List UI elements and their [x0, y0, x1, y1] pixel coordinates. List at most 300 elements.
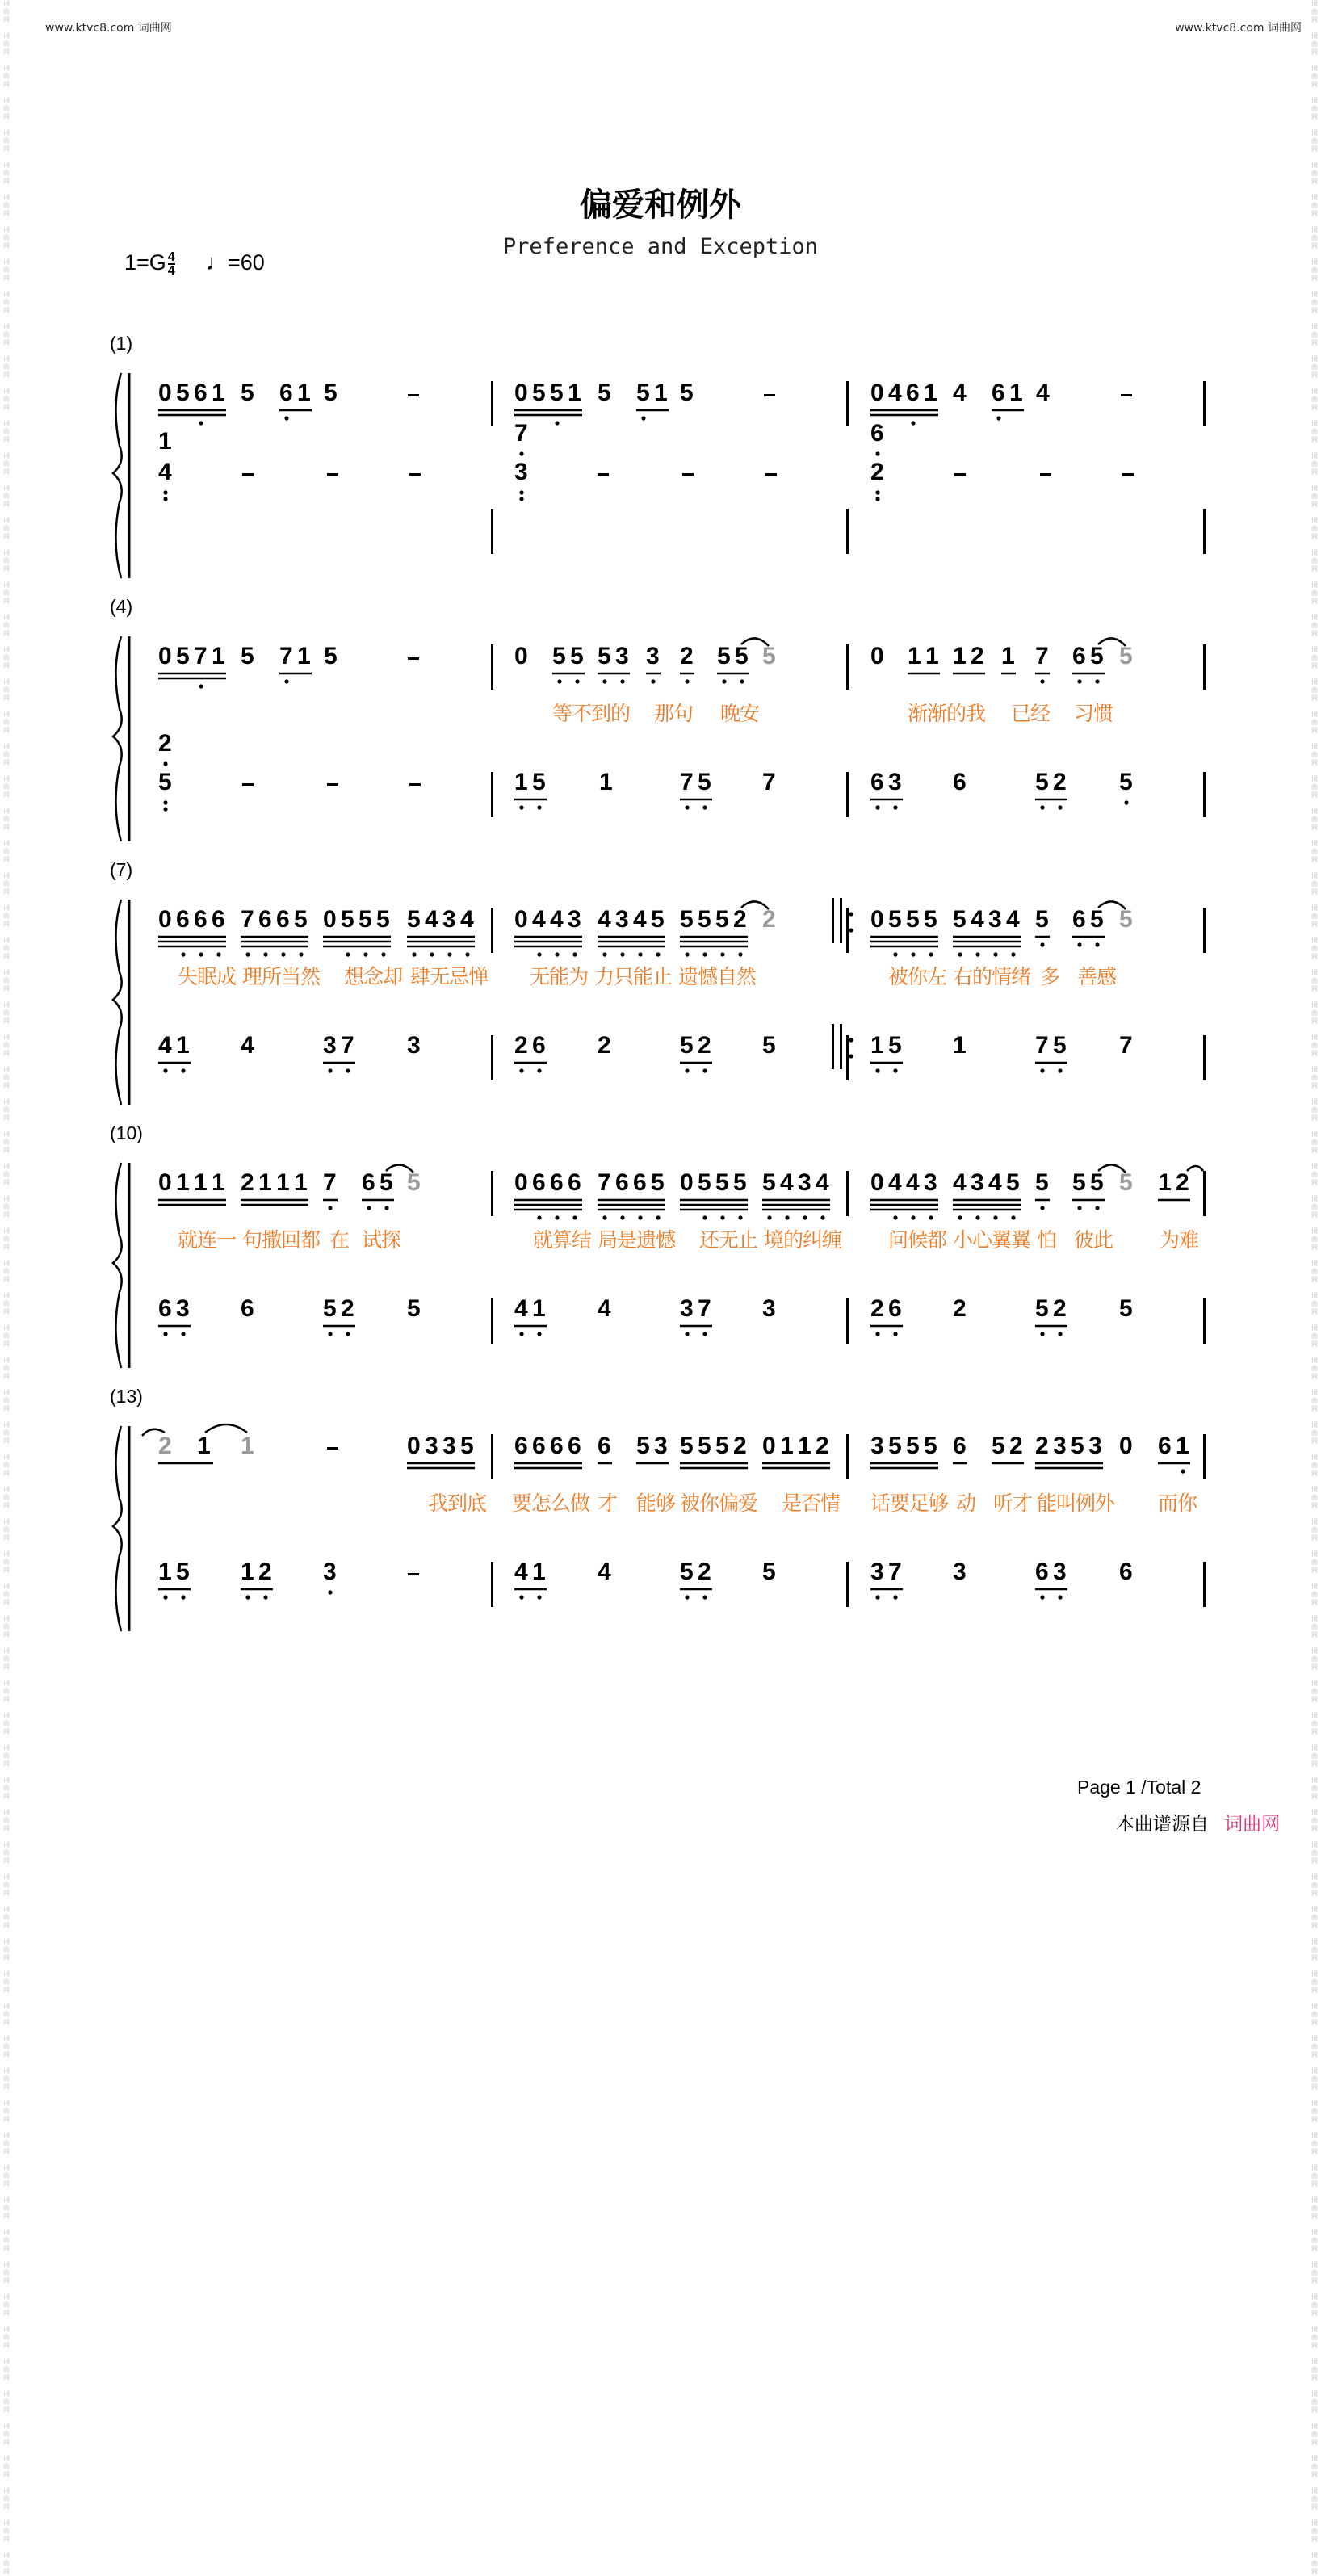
note: 5: [762, 1559, 776, 1585]
note: 6: [633, 1169, 647, 1196]
note: 5: [992, 1433, 1005, 1459]
octave-dot: [1095, 1206, 1099, 1210]
octave-dot: [1040, 1206, 1044, 1210]
measure-number-13: (13): [110, 1386, 143, 1407]
note: 4: [532, 906, 546, 933]
octave-dot: [1095, 942, 1099, 946]
note: 5: [698, 1169, 711, 1196]
lyric: 而你: [1158, 1491, 1197, 1515]
octave-dot: [911, 1215, 915, 1219]
note: 6: [279, 380, 293, 406]
lyric: 肆无忌惮: [410, 965, 489, 988]
note: 5: [407, 906, 421, 933]
key-label: 1=G: [124, 250, 166, 275]
note: 5: [1119, 1295, 1133, 1322]
note: 4: [971, 906, 984, 933]
note: 3: [988, 906, 1002, 933]
note: 5: [1119, 643, 1133, 669]
note: 2: [514, 1032, 528, 1059]
note: 3: [568, 906, 581, 933]
note: 7: [341, 1032, 354, 1059]
octave-dot: [1058, 1332, 1062, 1336]
octave-dot: [738, 1215, 742, 1219]
note: 4: [633, 906, 647, 933]
note: 5: [1053, 1032, 1067, 1059]
note: 5: [953, 906, 967, 933]
note: 5: [651, 1169, 665, 1196]
measure-number-10: (10): [110, 1122, 143, 1143]
octave-dot: [1040, 1595, 1044, 1599]
octave-dot: [163, 761, 167, 766]
note: 1: [514, 769, 528, 795]
tie: [1098, 1164, 1126, 1173]
octave-dot: [575, 679, 579, 683]
octave-dot: [602, 679, 606, 683]
note: 6: [888, 1295, 902, 1322]
note: 5: [651, 906, 665, 933]
octave-dot: [519, 1068, 523, 1072]
note: 5: [1119, 769, 1133, 795]
note: 5: [241, 380, 254, 406]
note: 6: [194, 380, 208, 406]
measure-number-7: (7): [110, 859, 133, 880]
octave-dot: [1077, 679, 1081, 683]
octave-dot: [875, 451, 879, 455]
note: 5: [158, 769, 172, 795]
note: 5: [888, 1032, 902, 1059]
note: 6: [241, 1295, 254, 1322]
note: 3: [176, 1295, 190, 1322]
lyric: 彼此: [1074, 1228, 1113, 1252]
note: 0: [158, 1169, 172, 1196]
note: 3: [615, 906, 629, 933]
octave-dot: [299, 952, 303, 956]
note: 5: [1035, 1295, 1049, 1322]
note: 4: [514, 1559, 528, 1585]
octave-dot: [555, 952, 559, 956]
octave-dot: [685, 1595, 689, 1599]
note: 6: [870, 420, 884, 447]
note: 1: [924, 380, 937, 406]
octave-dot: [685, 805, 689, 809]
note: 3: [323, 1559, 337, 1585]
note: 3: [924, 1169, 937, 1196]
note: 0: [514, 906, 528, 933]
note: 1: [925, 643, 939, 669]
note: 1: [197, 1433, 211, 1459]
lyric: 动: [956, 1491, 976, 1515]
octave-dot: [720, 952, 724, 956]
note: 4: [888, 380, 902, 406]
note: 5: [762, 1032, 776, 1059]
octave-dot: [163, 800, 167, 804]
octave-dot: [849, 1038, 853, 1042]
octave-dot: [702, 952, 707, 956]
note: 0: [870, 1169, 884, 1196]
lyric: 多: [1040, 965, 1060, 988]
octave-dot: [555, 421, 559, 425]
lyric: 要怎么做: [512, 1491, 590, 1515]
lyric: 能够: [636, 1491, 676, 1515]
octave-dot: [363, 952, 367, 956]
lyric: 怕: [1037, 1228, 1057, 1252]
octave-dot: [181, 1595, 185, 1599]
note: 1: [532, 1295, 546, 1322]
note: 5: [552, 643, 566, 669]
lyric: 在: [329, 1228, 350, 1252]
note: 6: [212, 906, 225, 933]
octave-dot: [975, 1215, 979, 1219]
octave-dot: [849, 912, 853, 916]
note: 1: [870, 1032, 884, 1059]
octave-dot: [820, 1215, 824, 1219]
octave-dot: [702, 1215, 707, 1219]
note: 6: [532, 1433, 546, 1459]
note: 2: [816, 1433, 829, 1459]
note: 1: [176, 1032, 190, 1059]
note: 3: [1088, 1433, 1102, 1459]
octave-dot: [1095, 679, 1099, 683]
note: 2: [971, 643, 984, 669]
octave-dot: [412, 952, 416, 956]
octave-dot: [199, 952, 203, 956]
note: 2: [1035, 1433, 1049, 1459]
note: 3: [971, 1169, 984, 1196]
note: 1: [194, 1169, 208, 1196]
note: 5: [241, 643, 254, 669]
lyric: 那句: [654, 702, 694, 725]
note: 4: [514, 1295, 528, 1322]
octave-dot: [447, 952, 451, 956]
octave-dot: [163, 497, 167, 501]
note: 6: [953, 769, 967, 795]
note: 2: [870, 1295, 884, 1322]
octave-dot: [1040, 679, 1044, 683]
lyric: 为难: [1160, 1228, 1199, 1252]
octave-dot: [849, 928, 853, 932]
octave-dot: [1058, 1595, 1062, 1599]
note: 3: [953, 1559, 967, 1585]
octave-dot: [519, 451, 523, 455]
note: 0: [762, 1433, 776, 1459]
lyric: 力只能止: [594, 965, 673, 988]
note: 1: [297, 643, 311, 669]
octave-dot: [875, 490, 879, 494]
note: 5: [376, 906, 390, 933]
lyric: 善感: [1077, 965, 1117, 988]
note: 5: [598, 380, 611, 406]
octave-dot: [163, 1595, 167, 1599]
note: 5: [176, 380, 190, 406]
note: 1: [908, 643, 921, 669]
octave-dot: [572, 952, 577, 956]
lyric: 问候都: [888, 1228, 947, 1252]
octave-dot: [785, 1215, 789, 1219]
note: 6: [1072, 643, 1086, 669]
note: 6: [953, 1433, 967, 1459]
note: 6: [550, 1169, 564, 1196]
note: 3: [798, 1169, 811, 1196]
side-watermark-right: 词 曲 网 词 曲 网 词 曲 网 词 曲 网 词 曲 网 词 曲 网 词 曲 网 词 曲 网 词 曲 网 词 曲 网 词 曲 网 词 曲 网 词 曲 网 词 曲 网 词 曲 网 词 曲 网 词 曲 网 词 曲 网 词 曲 网 词 曲 网 词 曲 网 词 曲 网 词 曲 网 词 曲 网 词 曲 网 词 曲 网 词 曲 网 词 曲 网 词 曲 网 词 曲 网 词 曲 网 词 曲 网 词 曲 网 词 曲 网 词 曲 网 词 曲 网 词 曲 网 词 曲 网 词 曲 网 词 曲 网 词 曲 网 词 曲 网 词 曲 网 词 曲 网 词 曲 网 词 曲 网 词 曲 网 词 曲 网 词 曲 网 词 曲 网 词 曲 网 词 曲 网 词 曲 网 词 曲 网 词 曲 网 词 曲 网 词 曲 网 词 曲 网 词 曲 网 词 曲 网 词 曲 网 词 曲 网 词 曲 网 词 曲 网 词 曲 网 词 曲 网 词 曲 网 词 曲 网 词 曲 网 词 曲 网 词 曲 网 词 曲 网 词 曲 网 词 曲 网 词 曲 网 词 曲 网 词 曲 网 词 曲 网 词 曲 网 词 曲 网: [1311, 0, 1318, 2575]
octave-dot: [216, 952, 220, 956]
octave-dot: [875, 805, 879, 809]
octave-dot: [702, 805, 707, 809]
note: 6: [550, 1433, 564, 1459]
octave-dot: [602, 1215, 606, 1219]
note: 5: [324, 380, 338, 406]
note: 1: [297, 380, 311, 406]
octave-dot: [602, 952, 606, 956]
note: 1: [532, 1559, 546, 1585]
note: 5: [680, 1032, 694, 1059]
tie: [1187, 1166, 1203, 1171]
octave-dot: [284, 679, 288, 683]
octave-dot: [875, 1332, 879, 1336]
octave-dot: [656, 952, 660, 956]
note: 5: [460, 1433, 474, 1459]
measure-number-4: (4): [110, 596, 133, 617]
octave-dot: [875, 1068, 879, 1072]
octave-dot: [163, 1332, 167, 1336]
note: 1: [294, 1169, 308, 1196]
note: 2: [870, 459, 884, 485]
note: 5: [735, 643, 749, 669]
side-watermark-left: 词 曲 网 词 曲 网 词 曲 网 词 曲 网 词 曲 网 词 曲 网 词 曲 网 词 曲 网 词 曲 网 词 曲 网 词 曲 网 词 曲 网 词 曲 网 词 曲 网 词 曲 网 词 曲 网 词 曲 网 词 曲 网 词 曲 网 词 曲 网 词 曲 网 词 曲 网 词 曲 网 词 曲 网 词 曲 网 词 曲 网 词 曲 网 词 曲 网 词 曲 网 词 曲 网 词 曲 网 词 曲 网 词 曲 网 词 曲 网 词 曲 网 词 曲 网 词 曲 网 词 曲 网 词 曲 网 词 曲 网 词 曲 网 词 曲 网 词 曲 网 词 曲 网 词 曲 网 词 曲 网 词 曲 网 词 曲 网 词 曲 网 词 曲 网 词 曲 网 词 曲 网 词 曲 网 词 曲 网 词 曲 网 词 曲 网 词 曲 网 词 曲 网 词 曲 网 词 曲 网 词 曲 网 词 曲 网 词 曲 网 词 曲 网 词 曲 网 词 曲 网 词 曲 网 词 曲 网 词 曲 网 词 曲 网 词 曲 网 词 曲 网 词 曲 网 词 曲 网 词 曲 网 词 曲 网 词 曲 网 词 曲 网 词 曲 网 词 曲 网: [3, 0, 10, 2575]
octave-dot: [537, 805, 541, 809]
note: 7: [194, 643, 208, 669]
octave-dot: [346, 1332, 350, 1336]
note: 5: [888, 906, 902, 933]
note: 1: [780, 1433, 794, 1459]
note: 2: [1053, 1295, 1067, 1322]
note: 4: [598, 906, 611, 933]
note: 6: [615, 1169, 629, 1196]
song-subtitle: Preference and Exception: [502, 234, 819, 259]
note: 1: [276, 1169, 290, 1196]
octave-dot: [519, 497, 523, 501]
note: 2: [158, 1433, 172, 1459]
note: 2: [1053, 769, 1067, 795]
lyric: 能叫例外: [1037, 1491, 1115, 1515]
octave-dot: [519, 1332, 523, 1336]
note: 6: [992, 380, 1005, 406]
octave-dot: [555, 1215, 559, 1219]
octave-dot: [1058, 1068, 1062, 1072]
note: 2: [1009, 1433, 1023, 1459]
lyric: 话要足够: [870, 1491, 949, 1515]
note: 1: [158, 428, 172, 455]
lyric: 就连一: [178, 1228, 237, 1252]
note: 2: [598, 1032, 611, 1059]
header-watermark-right: www.ktvc8.com 词曲网: [1175, 22, 1302, 35]
note: 1: [212, 1169, 225, 1196]
note: 2: [953, 1295, 967, 1322]
octave-dot: [975, 952, 979, 956]
note: 3: [762, 1295, 776, 1322]
octave-dot: [557, 679, 561, 683]
octave-dot: [519, 1595, 523, 1599]
octave-dot: [620, 679, 624, 683]
measure-number-1: (1): [110, 333, 133, 354]
note: 7: [1035, 643, 1049, 669]
octave-dot: [328, 1590, 332, 1594]
note: 7: [888, 1559, 902, 1585]
lyric: 是否情: [782, 1491, 841, 1515]
note: 5: [176, 643, 190, 669]
note: 4: [988, 1169, 1002, 1196]
note: 1: [241, 1559, 254, 1585]
note: 6: [158, 1295, 172, 1322]
note: 6: [532, 1169, 546, 1196]
tie: [1098, 638, 1126, 646]
octave-dot: [893, 1215, 897, 1219]
note: 5: [680, 380, 694, 406]
note: 7: [323, 1169, 337, 1196]
octave-dot: [893, 805, 897, 809]
note: 1: [599, 769, 613, 795]
octave-dot: [163, 807, 167, 811]
octave-dot: [685, 1068, 689, 1072]
octave-dot: [328, 1068, 332, 1072]
octave-dot: [641, 416, 645, 420]
system-brace: [113, 1163, 122, 1368]
note: 0: [680, 1169, 694, 1196]
octave-dot: [572, 1215, 577, 1219]
note: 4: [1036, 380, 1050, 406]
octave-dot: [893, 1068, 897, 1072]
note: 3: [1053, 1559, 1067, 1585]
note: 3: [646, 643, 660, 669]
octave-dot: [875, 497, 879, 501]
octave-dot: [929, 952, 933, 956]
octave-dot: [893, 1332, 897, 1336]
note: 5: [636, 380, 650, 406]
lyric: 失眠成: [178, 965, 237, 988]
note: 7: [1035, 1032, 1049, 1059]
tie: [741, 901, 769, 909]
note: 6: [362, 1169, 375, 1196]
note: 5: [698, 1433, 711, 1459]
note: 5: [1119, 906, 1133, 933]
octave-dot: [738, 952, 742, 956]
octave-dot: [702, 1332, 707, 1336]
octave-dot: [537, 1068, 541, 1072]
note: 5: [924, 1433, 937, 1459]
lyric: 句撒回都: [242, 1228, 321, 1252]
octave-dot: [381, 952, 385, 956]
octave-dot: [1040, 942, 1044, 946]
octave-dot: [1058, 805, 1062, 809]
note: 5: [715, 1169, 729, 1196]
octave-dot: [346, 1068, 350, 1072]
note: 4: [906, 1169, 920, 1196]
note: 5: [762, 643, 776, 669]
note: 1: [158, 1559, 172, 1585]
note: 3: [1053, 1433, 1067, 1459]
octave-dot: [849, 1054, 853, 1058]
note: 5: [323, 1295, 337, 1322]
octave-dot: [993, 1215, 997, 1219]
source-note: [1116, 1809, 1280, 1836]
note: 1: [241, 1433, 254, 1459]
note: 3: [323, 1032, 337, 1059]
note: 0: [514, 1169, 528, 1196]
lyric: 无能为: [530, 965, 589, 988]
song-title: 偏爱和例外: [580, 187, 741, 224]
note: 4: [1006, 906, 1020, 933]
note: 3: [425, 1433, 438, 1459]
note: 5: [1090, 643, 1104, 669]
time-top: 4: [167, 250, 175, 264]
note: 5: [1035, 769, 1049, 795]
note: 4: [816, 1169, 829, 1196]
tie: [741, 638, 769, 646]
note: 7: [680, 769, 694, 795]
octave-dot: [328, 1206, 332, 1210]
note: 1: [176, 1169, 190, 1196]
octave-dot: [328, 1332, 332, 1336]
note: 1: [798, 1433, 811, 1459]
octave-dot: [803, 1215, 807, 1219]
source-label: 本曲谱源自: [1116, 1813, 1209, 1834]
note: 0: [870, 643, 884, 669]
lyric: 右的情绪: [953, 965, 1031, 988]
note: 3: [888, 769, 902, 795]
octave-dot: [537, 952, 541, 956]
time-bottom: 4: [167, 263, 175, 278]
note: 5: [733, 1169, 747, 1196]
note: 5: [888, 1433, 902, 1459]
note: 4: [780, 1169, 794, 1196]
tie: [205, 1424, 247, 1433]
octave-dot: [519, 490, 523, 494]
octave-dot: [181, 1068, 185, 1072]
octave-dot: [620, 952, 624, 956]
octave-dot: [911, 421, 915, 425]
system-brace: [113, 900, 122, 1105]
octave-dot: [911, 952, 915, 956]
note: 0: [870, 906, 884, 933]
note: 5: [407, 1169, 421, 1196]
note: 5: [715, 906, 729, 933]
octave-dot: [384, 1206, 388, 1210]
octave-dot: [163, 490, 167, 494]
note: 4: [598, 1295, 611, 1322]
lyric: 局是遗憾: [598, 1228, 676, 1252]
page-number: Page 1 /Total 2: [1077, 1777, 1201, 1798]
note: 1: [1009, 380, 1023, 406]
note: 6: [568, 1169, 581, 1196]
note: 4: [460, 906, 474, 933]
note: 5: [1119, 1169, 1133, 1196]
note: 5: [1035, 906, 1049, 933]
note: 6: [532, 1032, 546, 1059]
note: 4: [425, 906, 438, 933]
note: 4: [158, 459, 172, 485]
octave-dot: [929, 1215, 933, 1219]
note: 5: [906, 1433, 920, 1459]
note: 2: [258, 1559, 272, 1585]
system-brace: [113, 1426, 122, 1631]
note: 2: [680, 643, 694, 669]
note: 3: [870, 1433, 884, 1459]
octave-dot: [958, 1215, 962, 1219]
note: 2: [698, 1032, 711, 1059]
octave-dot: [638, 952, 642, 956]
tempo-mark: ♩=60: [206, 250, 265, 275]
note: 3: [654, 1433, 668, 1459]
octave-dot: [702, 1068, 707, 1072]
